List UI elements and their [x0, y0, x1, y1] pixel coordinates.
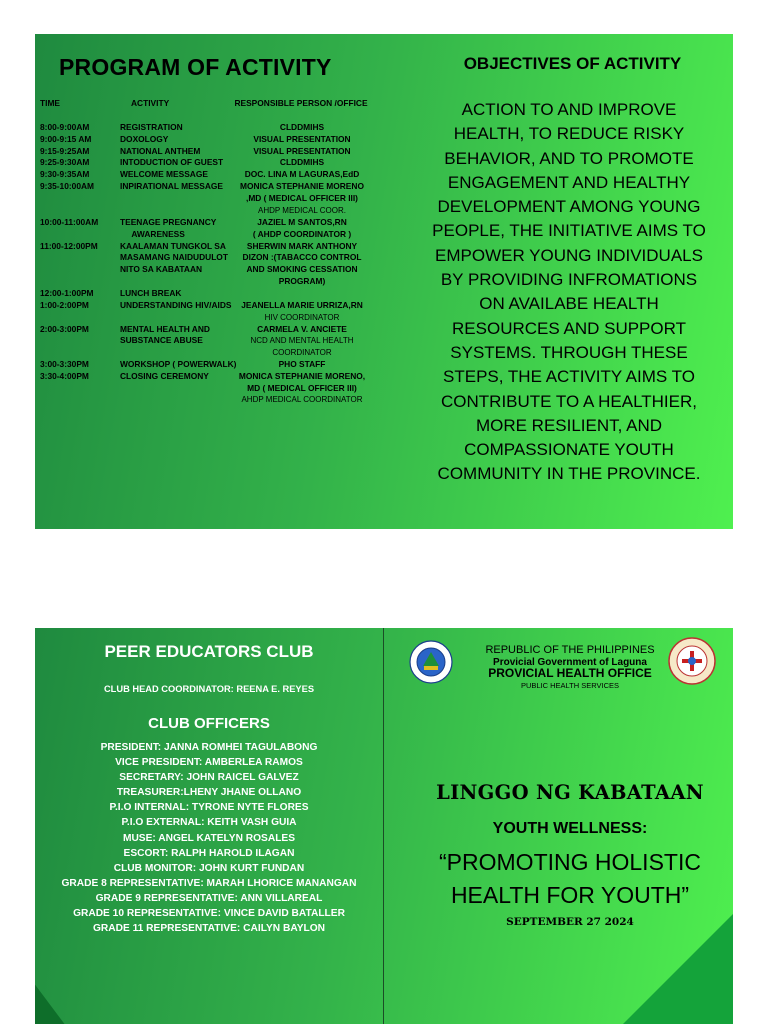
club-officers-title: CLUB OFFICERS	[148, 715, 270, 732]
list-item: CLUB MONITOR: JOHN KURT FUNDAN	[113, 862, 305, 874]
office-label: PROVICIAL HEALTH OFFICE	[488, 666, 652, 680]
program-title: PROGRAM OF ACTIVITY	[59, 54, 332, 80]
club-head-coordinator: CLUB HEAD COORDINATOR: REENA E. REYES	[103, 684, 315, 694]
laguna-seal-icon	[409, 640, 453, 684]
event-subtitle: YOUTH WELLNESS:	[492, 820, 648, 837]
decorative-corner	[35, 958, 75, 1024]
list-item: MUSE: ANGEL KATELYN ROSALES	[122, 832, 296, 844]
objectives-body: ACTION TO AND IMPROVE HEALTH, TO REDUCE RISKY BEHAVIOR, AND TO PROMOTE ENGAGEMENT AND HEALTHY DEVELOPMENT AMONG YOUNG PEOPLE, THE INITIATIVE AIMS TO EMPOWER YOUNG INDIVIDUALS BY PROVIDING INFROMATIONS ON AVAILABE HEALTH RESOURCES AND SUPPORT SYSTEMS. THROUGH THESE STEPS, THE ACTIVITY AIMS TO CONTRIBUTE TO A HEALTHIER, MORE RESILIENT, AND COMPASSIONATE YOUTH COMMUNITY IN THE PROVINCE.	[432, 100, 706, 484]
services-label: PUBLIC HEALTH SERVICES	[520, 680, 620, 690]
cover-header	[465, 645, 675, 691]
provincial-health-office-seal-icon	[668, 637, 716, 685]
officers-list	[35, 740, 383, 936]
list-item: VICE PRESIDENT: AMBERLEA RAMOS	[115, 757, 303, 769]
header-responsible: RESPONSIBLE PERSON /OFFICE	[234, 98, 368, 108]
list-item: GRADE 9 REPRESENTATIVE: ANN VILLAREAL	[95, 892, 323, 904]
list-item: GRADE 11 REPRESENTATIVE: CAILYN BAYLON	[92, 923, 326, 935]
list-item: ESCORT: RALPH HAROLD ILAGAN	[123, 847, 295, 859]
program-objectives-panel: PROGRAM OF ACTIVITY TIME ACTIVITY RESPONSIBLE PERSON /OFFICE 8:00-9:00AM REGISTRATION CLDDMIHS 9:00-9:15 AM DOXOLOGY VISUAL PRESENTATION 9:15-9:25AM NATIONAL ANTHEM VISUAL PRESENTATION 9:25-9:30AM INTODUCTION OF GUEST CLDDMIHS 9:30-9:35AM WELCOME MESSAGE DOC. LINA M LAGURAS,EdD 9:35-10:00AM INPIRATIONAL MESSAGE MONICA STEPHANIE MORENO ,MD ( MEDICAL OFFICER III) AHDP MEDICAL COOR. 10:00-11:00AM TEENAGE PREGNANCY AWARENESS JAZIEL M SANTOS,RN ( AHDP COORDINATOR ) 11:00-12:00PM KAALAMAN TUNGKOL SA MASAMANG NAIDUDULOT NITO SA KABATAAN SHERWIN MARK ANTHONY DIZON :(TABACCO CONTROL AND SMOKING CESSATION PROGRAM) 12:00-1:00PM LUNCH BREAK 1:00-2:00PM UNDERSTANDING HIV/AIDS JEANELLA MARIE URRIZA,RN HIV COORDINATOR 2:00-3:00PM MENTAL HEALTH AND SUBSTANCE ABUSE CARMELA V. ANCIETE NCD AND MENTAL HEALTH COORDINATOR 3:00-3:30PM WORKSHOP ( POWERWALK) PHO STAFF 3:30-4:00PM CLOSING CEREMONY MONICA STEPHANIE MORENO, MD ( MEDICAL OFFICER III) AHDP MEDICAL COORDINATOR OBJECTIVES OF ACTIVITY ACTION TO AND IMPROVE HEALTH, TO REDUCE RISKY BEHAVIOR, AND TO PROMOTE ENGAGEMENT AND HEALTHY DEVELOPMENT AMONG YOUNG PEOPLE, THE INITIATIVE AIMS TO EMPOWER YOUNG INDIVIDUALS BY PROVIDING INFROMATIONS ON AVAILABE HEALTH RESOURCES AND SUPPORT SYSTEMS. THROUGH THESE STEPS, THE ACTIVITY AIMS TO CONTRIBUTE TO A HEALTHIER, MORE RESILIENT, AND COMPASSIONATE YOUTH COMMUNITY IN THE PROVINCE.	[35, 34, 733, 529]
header-activity: ACTIVITY	[131, 98, 170, 108]
club-cover-panel	[35, 628, 733, 1024]
club-title: PEER EDUCATORS CLUB	[104, 642, 314, 661]
list-item: TREASURER:LHENY JHANE OLLANO	[116, 787, 302, 799]
header-time: TIME	[40, 98, 61, 108]
event-date: SEPTEMBER 27 2024	[506, 916, 634, 928]
list-item: P.I.O EXTERNAL: KEITH VASH GUIA	[121, 817, 297, 829]
objectives-title: OBJECTIVES OF ACTIVITY	[463, 54, 682, 73]
list-item: SECRETARY: JOHN RAICEL GALVEZ	[119, 772, 299, 784]
decorative-corner	[623, 914, 733, 1024]
republic-label: REPUBLIC OF THE PHILIPPINES	[485, 644, 655, 656]
list-item: GRADE 10 REPRESENTATIVE: VINCE DAVID BATALLER	[73, 908, 345, 920]
fold-divider	[383, 628, 384, 1024]
list-item: GRADE 8 REPRESENTATIVE: MARAH LHORICE MANANGAN	[61, 877, 357, 889]
event-title: LINGGO NG KABATAAN	[436, 781, 704, 804]
event-theme: “PROMOTING HOLISTIC HEALTH FOR YOUTH”	[439, 849, 701, 908]
list-item: PRESIDENT: JANNA ROMHEI TAGULABONG	[100, 742, 318, 753]
provincial-government-label: Provicial Government of Laguna	[493, 656, 647, 668]
list-item: P.I.O INTERNAL: TYRONE NYTE FLORES	[109, 802, 309, 814]
